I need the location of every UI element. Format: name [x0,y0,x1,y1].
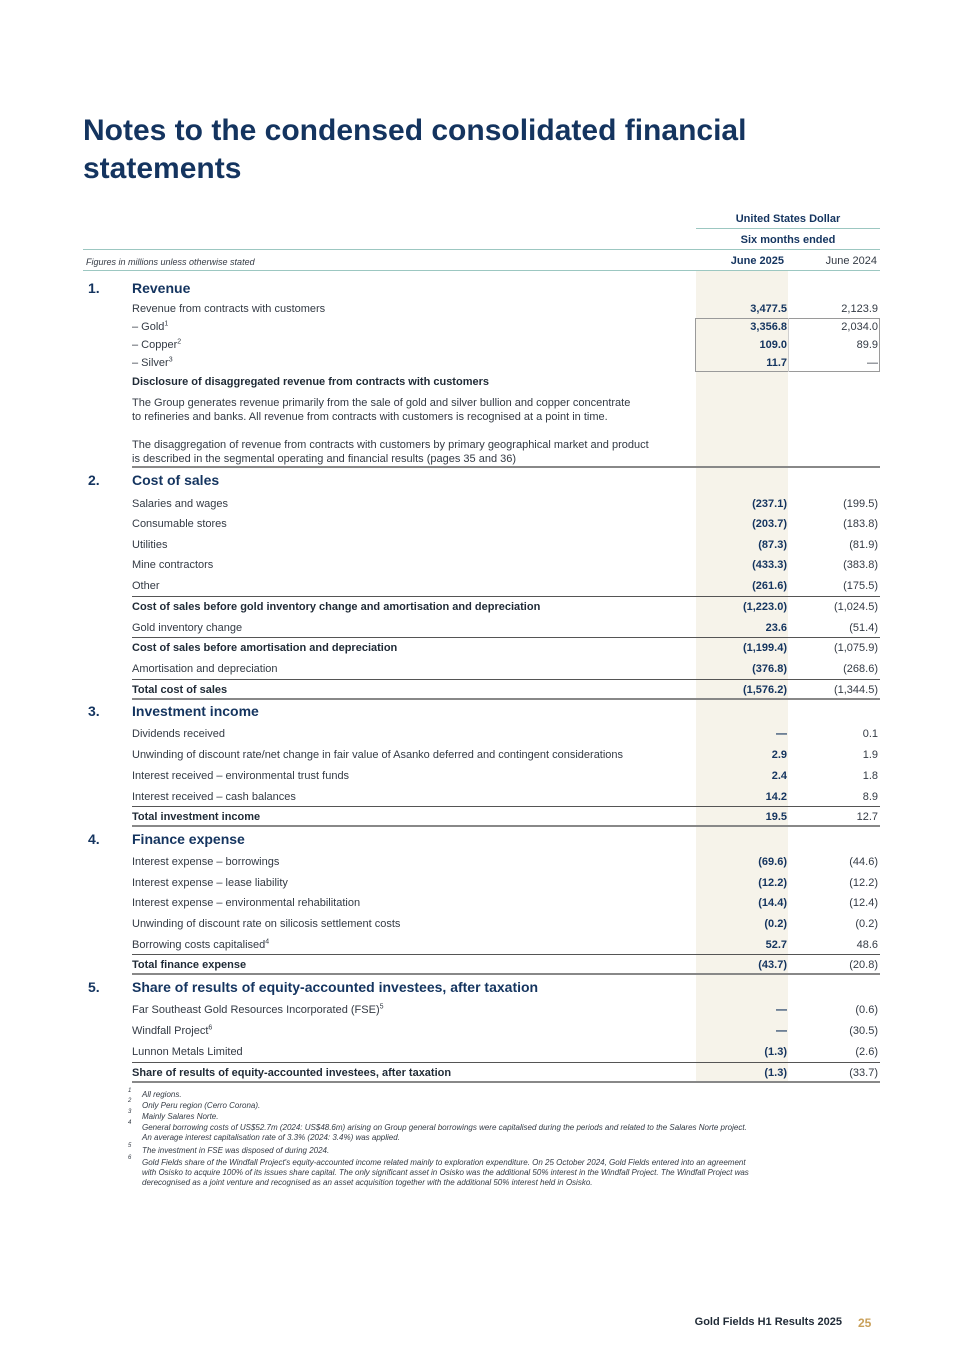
section-number: 2. [88,472,100,488]
value-june-2025: — [776,728,787,740]
value-june-2024: 2,034.0 [841,321,878,333]
footnote-line: All regions. [142,1090,182,1099]
row-label [132,1025,212,1037]
footnote-number: 1 [128,1088,132,1094]
value-june-2025: 3,477.5 [750,303,787,315]
footnote-line: Gold Fields share of the Windfall Project's equity-accounted income related mainly to exploration expenditure. On 25 October 2024, Gold Fields entered into an agreement [142,1158,746,1167]
value-june-2025: 19.5 [765,811,787,823]
footnote-line: The investment in FSE was disposed of during 2024. [142,1146,330,1155]
value-june-2025: 3,356.8 [750,321,787,333]
value-june-2025: (69.6) [758,856,787,868]
subtotal-rule [132,637,880,638]
value-june-2024: 2,123.9 [841,303,878,315]
value-june-2025: (87.3) [758,539,787,551]
value-june-2025: (43.7) [758,959,787,971]
footnote-ref: 5 [379,1003,384,1011]
value-june-2024: 8.9 [862,791,878,803]
value-june-2024: 48.6 [856,939,878,951]
value-june-2025: (12.2) [758,877,787,889]
value-june-2025: (0.2) [764,918,787,930]
figures-note: Figures in millions unless otherwise stated [86,257,255,267]
value-june-2025: (1.3) [764,1067,787,1079]
header-rule [696,228,880,229]
paragraph-line: to refineries and banks. All revenue from contracts with customers is recognised at a point in time. [132,411,608,423]
value-june-2024: (12.2) [849,877,878,889]
section-title-finance-expense: Finance expense [132,831,245,847]
section-end-rule [132,825,880,827]
footnote-ref: 1 [164,320,169,328]
value-june-2025: 11.7 [766,357,787,369]
footnote-number: 6 [128,1155,132,1161]
row-label [132,321,168,333]
value-june-2024: 12.7 [856,811,878,823]
value-june-2024: (44.6) [849,856,878,868]
disclosure-heading: Disclosure of disaggregated revenue from contracts with customers [132,376,489,388]
value-june-2025: 52.7 [765,939,787,951]
row-label: Unwinding of discount rate/net change in fair value of Asanko deferred and contingent considerations [132,749,624,761]
value-june-2024: (1,344.5) [833,684,878,696]
row-label: Total cost of sales [132,684,228,696]
value-june-2024: (199.5) [843,498,878,510]
section-number: 4. [88,831,100,847]
footnote-text [142,1146,872,1156]
row-label: Revenue from contracts with customers [132,303,326,315]
footer-report-name [640,1316,842,1328]
total-rule [132,954,880,955]
value-june-2024: (51.4) [849,622,878,634]
value-june-2024: (20.8) [849,959,878,971]
value-june-2024: — [867,357,878,369]
subtotal-rule [132,596,880,597]
row-label: Interest received – environmental trust funds [132,770,350,782]
row-label: Interest received – cash balances [132,791,296,803]
footnote-line: General borrowing costs of US$52.7m (2024: US$48.6m) arising on Group general borrowings were capitalised during the periods and related to the Salares Norte project. [142,1123,747,1132]
total-rule [132,679,880,680]
row-label: Unwinding of discount rate on silicosis settlement costs [132,918,401,930]
page-number: 25 [858,1316,872,1330]
footnote-text [142,1158,872,1188]
value-june-2024: 1.9 [862,749,878,761]
row-label [132,1004,384,1016]
value-june-2024: (383.8) [843,559,878,571]
paragraph-line: The disaggregation of revenue from contracts with customers by primary geographical market and product [132,439,649,451]
row-label: Interest expense – environmental rehabilitation [132,897,361,909]
value-june-2024: 0.1 [862,728,878,740]
value-june-2025: — [776,1004,787,1016]
footnote-text [142,1112,872,1122]
section-end-rule [132,973,880,975]
section-end-rule [132,698,880,700]
header-rule [83,249,880,250]
row-label: Dividends received [132,728,225,740]
row-label-text: – Copper [132,339,178,351]
row-label: Cost of sales before gold inventory change and amortisation and depreciation [132,601,541,613]
disclosure-paragraph [132,438,692,466]
row-label: Salaries and wages [132,498,229,510]
row-label-text: Windfall Project [132,1025,209,1037]
page-title: Notes to the condensed consolidated financial statements [83,114,747,185]
footnote-line: with Osisko to acquire 100% of its issues share capital. The only significant asset in Osisko was the additional 50% interest in the Windfall Project. The Windfall Project was [142,1168,749,1177]
value-june-2024: (30.5) [849,1025,878,1037]
row-label: Consumable stores [132,518,227,530]
row-label [132,357,173,369]
value-june-2025: 14.2 [765,791,787,803]
section-title-revenue: Revenue [132,280,191,296]
footnote-line: An average interest capitalisation rate of 3.3% (2024: 3.4%) was applied. [142,1133,400,1142]
total-rule [132,1062,880,1063]
section-number: 3. [88,703,100,719]
value-june-2024: (183.8) [843,518,878,530]
value-june-2024: (268.6) [843,663,878,675]
section-title-investment-income: Investment income [132,703,259,719]
footnote-text [142,1123,872,1143]
row-label: Total investment income [132,811,261,823]
section-number: 1. [88,280,100,296]
row-label: Amortisation and depreciation [132,663,278,675]
disclosure-paragraph [132,396,692,424]
footnote-number: 3 [128,1109,132,1115]
footnote-line: Only Peru region (Cerro Corona). [142,1101,261,1110]
section-number: 5. [88,979,100,995]
footnote-number: 5 [128,1143,132,1149]
footnote-line: Mainly Salares Norte. [142,1112,219,1121]
value-june-2024: (2.6) [855,1046,878,1058]
footer-year: 2025 [817,1316,842,1328]
value-june-2025: (14.4) [758,897,787,909]
value-june-2024: (1,024.5) [833,601,878,613]
footnote-ref: 2 [177,338,182,346]
value-june-2025: (1,576.2) [742,684,787,696]
paragraph-line: is described in the segmental operating and financial results (pages 35 and 36) [132,453,517,465]
row-label-text: Far Southeast Gold Resources Incorporated (FSE) [132,1004,380,1016]
footnote-line: derecognised as a joint venture and recognised as an asset acquisition together with the additional 50% interest held in Osisko. [142,1178,593,1187]
section-title-cost-of-sales: Cost of sales [132,472,220,488]
column-header-june-2025: June 2025 [730,255,784,267]
value-june-2025: (433.3) [752,559,787,571]
period-header: Six months ended [740,234,836,246]
row-label-text: Borrowing costs capitalised [132,939,266,951]
header-rule [83,270,880,271]
row-label-text: – Gold [132,321,165,333]
row-label: Lunnon Metals Limited [132,1046,243,1058]
value-june-2025: — [776,1025,787,1037]
footer-title: Gold Fields H1 Results [694,1316,815,1328]
row-label: Gold inventory change [132,622,243,634]
row-label-text: – Silver [132,357,169,369]
section-title-equity-investees: Share of results of equity-accounted investees, after taxation [132,979,539,995]
footnote-text [142,1101,872,1111]
value-june-2025: 23.6 [765,622,787,634]
paragraph-line: The Group generates revenue primarily from the sale of gold and silver bullion and copper concentrate [132,397,631,409]
total-rule [132,806,880,807]
row-label: Interest expense – borrowings [132,856,280,868]
column-header-june-2024: June 2024 [825,255,877,267]
footnote-ref: 3 [168,356,173,364]
row-label [132,339,181,351]
value-june-2025: (237.1) [752,498,787,510]
value-june-2025: 2.4 [771,770,787,782]
value-june-2024: (81.9) [849,539,878,551]
value-june-2024: (175.5) [843,580,878,592]
value-june-2025: (1,223.0) [742,601,787,613]
section-end-rule [132,466,880,468]
row-label: Cost of sales before amortisation and depreciation [132,642,398,654]
currency-header: United States Dollar [735,213,841,225]
value-june-2024: (0.6) [855,1004,878,1016]
footnote-number: 2 [128,1098,132,1104]
value-june-2024: (0.2) [855,918,878,930]
row-label: Share of results of equity-accounted investees, after taxation [132,1067,452,1079]
value-june-2025: 109.0 [759,339,787,351]
value-june-2024: (12.4) [849,897,878,909]
section-end-rule [132,1081,880,1083]
footnote-number: 4 [128,1120,132,1126]
row-label: Interest expense – lease liability [132,877,288,889]
value-june-2025: 2.9 [771,749,787,761]
value-june-2024: (33.7) [849,1067,878,1079]
value-june-2024: 1.8 [862,770,878,782]
row-label [132,939,269,951]
value-june-2025: (261.6) [752,580,787,592]
value-june-2024: (1,075.9) [833,642,878,654]
row-label: Total finance expense [132,959,247,971]
footnote-ref: 6 [208,1024,213,1032]
value-june-2025: (1.3) [764,1046,787,1058]
value-june-2024: 89.9 [856,339,878,351]
row-label: Other [132,580,160,592]
footnote-ref: 4 [265,938,270,946]
row-label: Mine contractors [132,559,214,571]
value-june-2025: (203.7) [752,518,787,530]
value-june-2025: (1,199.4) [742,642,787,654]
value-june-2025: (376.8) [752,663,787,675]
footnote-text [142,1090,872,1100]
row-label: Utilities [132,539,168,551]
